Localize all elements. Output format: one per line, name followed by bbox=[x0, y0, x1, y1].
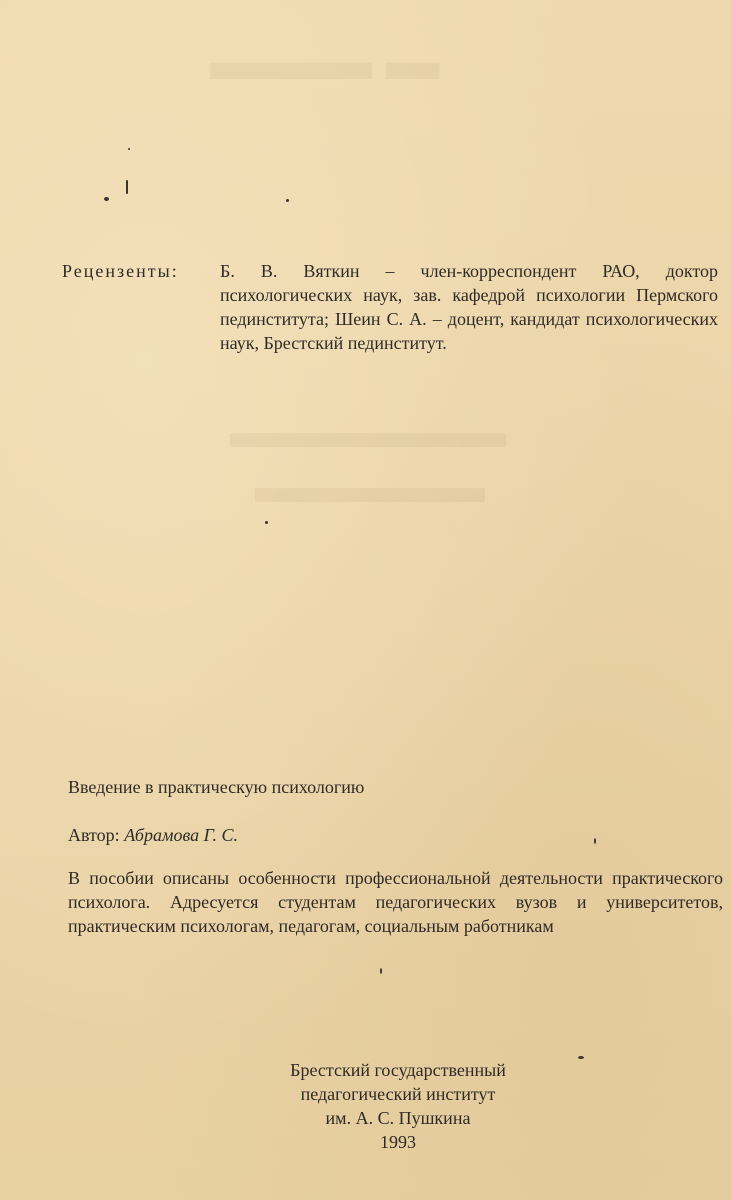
dust-speck bbox=[286, 199, 289, 202]
show-through-mark: ▬▬▬ ▬ bbox=[210, 31, 440, 91]
dust-speck bbox=[128, 148, 130, 150]
publisher-line: педагогический институт bbox=[300, 1084, 496, 1104]
publisher-line: Брестский государственный bbox=[290, 1060, 506, 1080]
publisher-block bbox=[198, 1058, 598, 1154]
show-through-mark: ▬▬▬▬▬ bbox=[255, 461, 485, 512]
author-name: Абрамова Г. С. bbox=[124, 825, 239, 845]
reviewers-label: Рецензенты: bbox=[62, 261, 179, 281]
book-title: Введение в практическую психологию bbox=[68, 777, 365, 797]
reviewers-text: Б. В. Вяткин – член-корреспондент РАО, доктор психологических наук, зав. кафедрой психологии Пермского пединститута; Шеин С. А. – доцент, кандидат психологических наук, Брестский пединститут. bbox=[220, 261, 718, 353]
author-label: Автор: bbox=[68, 825, 120, 845]
book-annotation: В пособии описаны особенности профессиональной деятельности практического психолога. Адресуется студентам педагогических вузов и университетов, практическим психологам, педагогам, социальным работникам bbox=[68, 868, 723, 936]
show-through-mark: ▬▬▬▬▬▬ bbox=[230, 406, 506, 457]
dust-speck bbox=[265, 521, 268, 524]
publisher-line: им. А. С. Пушкина bbox=[325, 1108, 471, 1128]
dust-speck bbox=[104, 197, 109, 201]
dust-speck bbox=[126, 180, 128, 194]
publication-year: 1993 bbox=[380, 1132, 416, 1152]
dust-speck bbox=[380, 968, 382, 974]
book-author bbox=[68, 823, 723, 847]
